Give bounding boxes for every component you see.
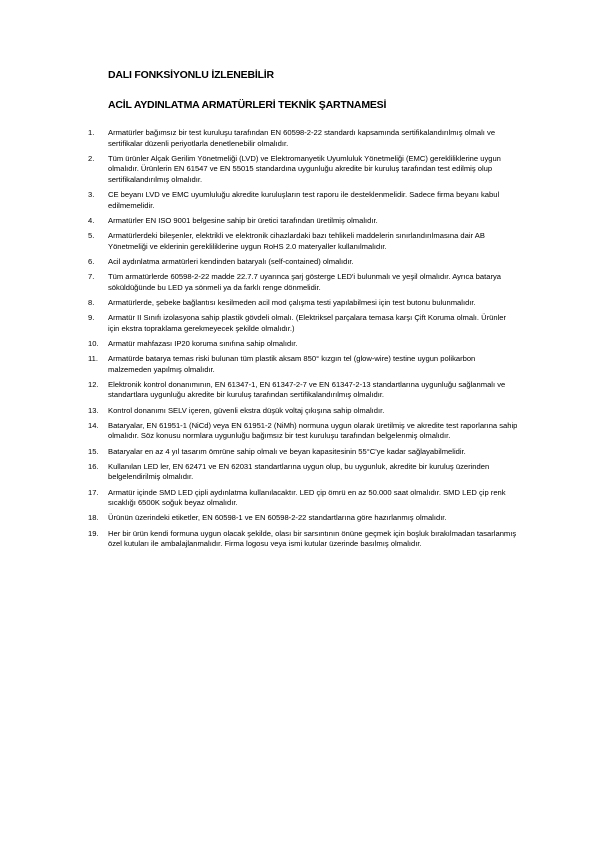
document-subtitle: ACİL AYDINLATMA ARMATÜRLERİ TEKNİK ŞARTNAMESİ [108,99,387,111]
list-item-text: Acil aydınlatma armatürleri kendinden bataryalı (self-contained) olmalıdır. [108,256,354,266]
list-item-number: 18. [88,513,99,523]
list-item-text: Armatür içinde SMD LED çipli aydınlatma kullanılacaktır. LED çip ömrü en az 50.000 saat olmalıdır. SMD LED çip renk sıcaklığı 6500K soğuk beyaz olmalıdır. [108,487,506,508]
list-item [88,446,518,458]
list-item-number: 12. [88,379,99,389]
list-item-number: 16. [88,461,99,471]
list-item [88,153,518,186]
list-item-text: Tüm ürünler Alçak Gerilim Yönetmeliği (LVD) ve Elektromanyetik Uyumluluk Yönetmeliği (EMC) gerekliliklerine uygun olmalıdır. Ürünlerin EN 61547 ve EN 55015 standardına uygunluğu akredite bir kuruluş tarafından test edilmiş olup sertifikalandırılmış olmalıdır. [108,153,501,184]
list-item-text: Kullanılan LED ler, EN 62471 ve EN 62031 standartlarına uygun olup, bu uygunluk, akredite bir kuruluş üzerinden belgelendirilmiş olmalıdır. [108,461,490,482]
list-item [88,256,518,268]
list-item-text: Armatürler bağımsız bir test kuruluşu tarafından EN 60598-2-22 standardı kapsamında sertifikalandırılmış olmalı ve sertifikalar düzenli periyotlarla denetlenebilir olmalıdır. [108,128,496,148]
list-item-number: 8. [88,297,95,307]
list-item-text: Armatür II Sınıfı izolasyona sahip plastik gövdeli olmalı. (Elektriksel parçalara temasa karşı Çift Koruma olmalı. Ürünler için ekstra topraklama gerekmeyecek şekilde olmalıdır.) [108,313,506,333]
list-item-number: 5. [88,231,95,241]
document-title: DALI FONKSİYONLU İZLENEBİLİR [108,69,274,81]
list-item [88,190,518,211]
list-item-number: 15. [88,446,99,456]
list-item-number: 3. [88,190,95,200]
list-item [88,513,518,524]
list-item [88,231,518,252]
list-item-number: 14. [88,420,99,430]
list-item [88,313,518,334]
list-item-text: Elektronik kontrol donanımının, EN 61347-1, EN 61347-2-7 ve EN 61347-2-13 standartlarına uygunluğu sağlanmalı ve standartlara uygunluğu akredite bir kuruluş tarafından sertifikalandırılmış olmalıdır. [108,379,506,400]
list-item-text: Armatürde batarya temas riski bulunan tüm plastik aksam 850° kızgın tel (glow-wire) testine uygun polikarbon malzemeden yapılmış olmalıdır. [108,354,476,374]
list-item [88,528,518,550]
list-item-text: Armatürlerde, şebeke bağlantısı kesilmeden acil mod çalışma testi yapılabilmesi için test butonu bulunmalıdır. [108,297,476,307]
list-item [88,128,518,149]
list-item-text: Her bir ürün kendi formuna uygun olacak şekilde, olası bir sarsıntının önüne geçmek için boşluk bırakılmadan tasarlanmış özel kutuları ile ambalajlanmalıdır. Firma logosu veya ismi kutular üzerinde basılmış olmalıdır. [108,528,517,549]
list-item-number: 1. [88,128,95,137]
list-item-number: 10. [88,338,99,348]
list-item-number: 17. [88,487,99,497]
list-item-number: 7. [88,272,95,282]
list-item-number: 11. [88,354,98,364]
list-item-text: Tüm armatürlerde 60598-2-22 madde 22.7.7 uyarınca şarj gösterge LED'i bulunmalı ve yeşil olmalıdır. Ayrıca batarya söküldüğünde bu LED ya sönmeli ya da farklı renge dönmelidir. [108,272,502,292]
list-item [88,215,518,227]
list-item-number: 13. [88,405,99,415]
list-item [88,420,518,442]
list-item [88,354,518,375]
list-item-number: 9. [88,313,95,323]
list-item-text: Kontrol donanımı SELV içeren, güvenli ekstra düşük voltaj çıkışına sahip olmalıdır. [108,405,385,415]
list-item-text: Armatürler EN ISO 9001 belgesine sahip bir üretici tarafından üretilmiş olmalıdır. [108,215,378,225]
list-item-text: Bataryalar, EN 61951-1 (NiCd) veya EN 61951-2 (NiMh) normuna uygun olarak üretilmiş ve akredite test raporlarına sahip olmalıdır. Söz konusu normlara uygunluğu bağımsız bir test kuruluşu tarafından belgelenmiş olmalıdır. [108,420,518,441]
specification-list [88,128,518,554]
list-item [88,272,518,293]
list-item-text: Armatür mahfazası IP20 koruma sınıfına sahip olmalıdır. [108,338,298,348]
list-item-text: Bataryalar en az 4 yıl tasarım ömrüne sahip olmalı ve beyan kapasitesinin 55°C'ye kadar sağlayabilmelidir. [108,446,466,456]
list-item-number: 6. [88,256,95,266]
list-item [88,297,518,309]
list-item [88,379,518,401]
list-item-number: 19. [88,528,99,538]
list-item-text: Ürünün üzerindeki etiketler, EN 60598-1 ve EN 60598-2-22 standartlarına göre hazırlanmış olmalıdır. [108,513,447,523]
list-item [88,405,518,417]
list-item-number: 2. [88,153,95,163]
list-item [88,338,518,350]
list-item-number: 4. [88,215,95,225]
list-item-text: CE beyanı LVD ve EMC uyumluluğu akredite kuruluşların test raporu ile desteklenmelidir. Sadece firma beyanı kabul edilmemelidir. [108,190,500,210]
list-item [88,461,518,483]
list-item [88,487,518,509]
list-item-text: Armatürlerdeki bileşenler, elektrikli ve elektronik cihazlardaki bazı tehlikeli maddelerin sınırlandırılmasına dair AB Yönetmeliği ve eklerinin gerekliliklerine uygun RoHS 2.0 materyaller kullanılmalıdır. [108,231,485,251]
